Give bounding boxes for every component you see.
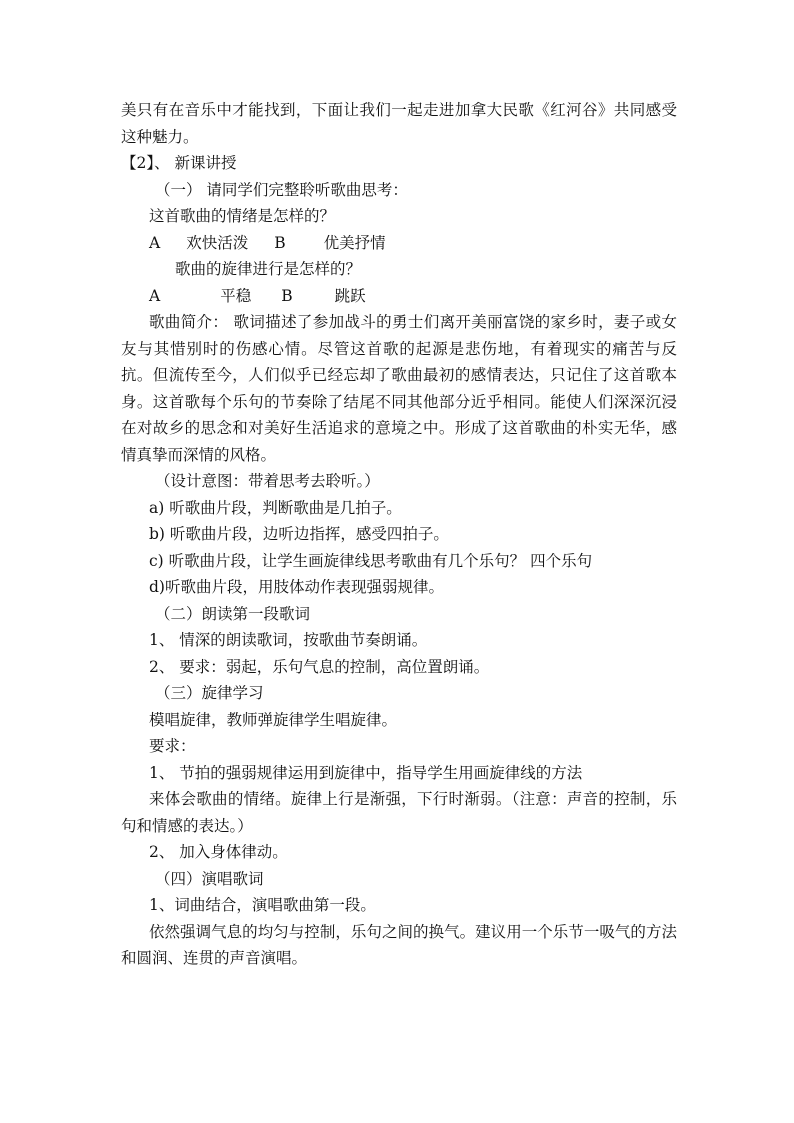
reading-item-1: 1、 情深的朗读歌词，按歌曲节奏朗诵。 [149,631,428,649]
q2-option-b-text: 跳跃 [334,286,366,305]
song-intro-paragraph [121,309,677,468]
requirement-1: 1、 节拍的强弱规律运用到旋律中，指导学生用画旋律线的方法 [149,763,583,782]
design-note: （设计意图：带着思考去聆听。） [155,472,380,490]
song-intro-label: 歌曲简介： [149,313,229,331]
document-body [121,97,677,972]
part-1-heading: （一） 请同学们完整聆听歌曲思考： [155,180,408,199]
listening-step-a: a) 听歌曲片段，判断歌曲是几拍子。 [149,498,402,517]
q1-option-a-text: 欢快活泼 [186,233,249,252]
song-intro-text: 歌词描述了参加战斗的勇士们离开美丽富饶的家乡时，妻子或女友与其惜别时的伤感心情。尽管这首歌的起源是悲伤地，有着现实的痛苦与反抗。但流传至今，人们似乎已经忘却了歌曲最初的感情表达，只记住了这首歌本身。这首歌每个乐句的节奏除了结尾不同其他部分近乎相同。能使人们深深沉浸在对故乡的思念和对美好生活追求的意境之中。形成了这首歌曲的朴实无华，感情真挚而深情的风格。 [121,313,677,464]
q2-option-b-letter: B [281,286,293,305]
question-1: 这首歌曲的情绪是怎样的？ [149,207,336,225]
listening-step-b: b) 听歌曲片段，边听边指挥，感受四拍子。 [149,525,449,543]
melody-line-1: 模唱旋律，教师弹旋律学生唱旋律。 [149,710,398,729]
reading-item-2: 2、 要求：弱起，乐句气息的控制，高位置朗诵。 [149,657,490,676]
intro-paragraph: 美只有在音乐中才能找到，下面让我们一起走进加拿大民歌《红河谷》共同感受这种魅力。 [121,101,677,146]
part-3-heading: （三）旋律学习 [155,684,264,702]
q2-option-a-text: 平稳 [220,286,252,305]
q1-option-b-text: 优美抒情 [323,233,386,252]
q2-option-a-letter: A [149,286,161,305]
singing-paragraph: 依然强调气息的均匀与控制，乐句之间的换气。建议用一个乐节一吸气的方法和圆润、连贯的声音演唱。 [121,922,677,967]
question-2: 歌曲的旋律进行是怎样的？ [175,260,362,278]
section-2-title: 【2】、 新课讲授 [121,154,237,172]
question-2-options [121,283,677,310]
singing-item-1: 1、词曲结合，演唱歌曲第一段。 [149,896,376,914]
q1-option-a-letter: A [149,233,161,252]
question-1-options [121,230,677,257]
part-4-heading: （四）演唱歌词 [155,869,264,888]
q1-option-b-letter: B [274,233,286,252]
listening-step-c: c) 听歌曲片段，让学生画旋律线思考歌曲有几个乐句？ 四个乐句 [149,551,593,570]
requirement-label: 要求： [149,737,196,755]
requirement-2: 2、 加入身体律动。 [149,843,288,861]
requirement-1-continued: 来体会歌曲的情绪。旋律上行是渐强，下行时渐弱。（注意：声音的控制，乐句和情感的表达。） [121,790,677,835]
listening-step-d: d)听歌曲片段，用肢体动作表现强弱规律。 [149,578,444,596]
part-2-heading: （二）朗读第一段歌词 [155,604,311,623]
